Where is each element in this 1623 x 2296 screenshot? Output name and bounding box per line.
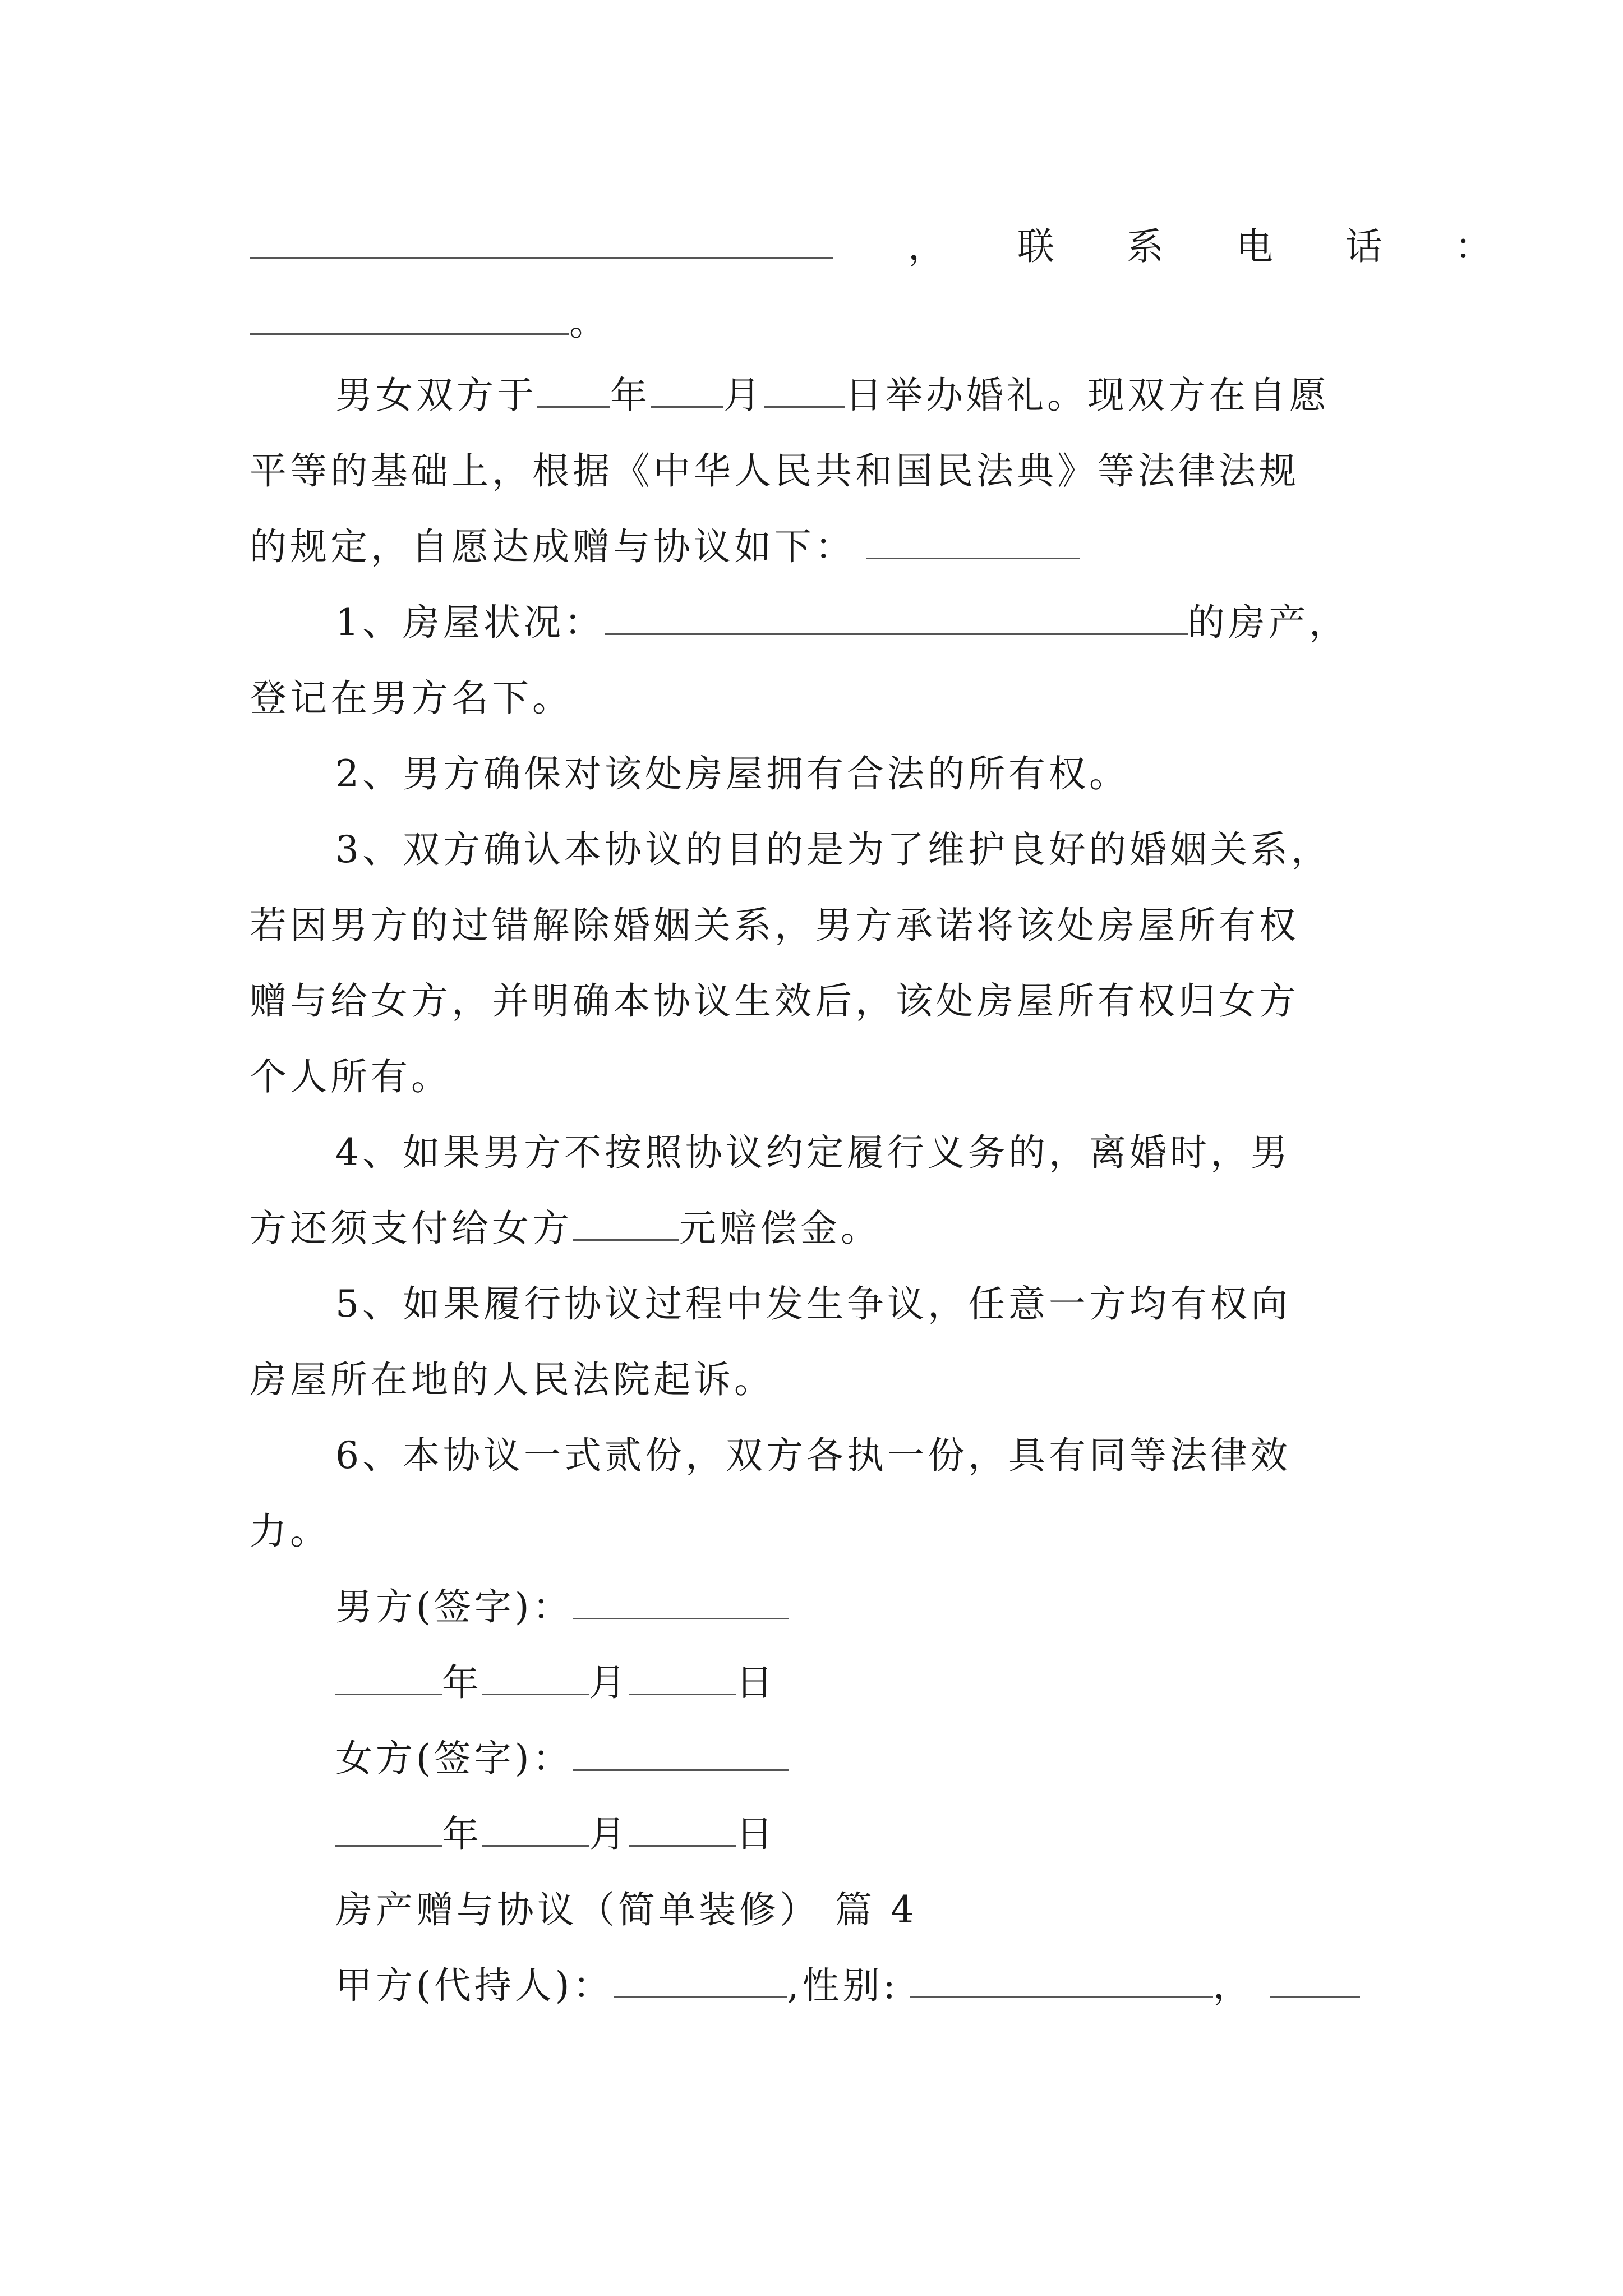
- gender-label: ,性别:: [787, 1964, 899, 2007]
- party-a-comma: ，: [1212, 1964, 1253, 2007]
- female-signature-label: 女方(签字)：: [335, 1737, 573, 1780]
- section-heading: 房产赠与协议（简单装修） 篇 4: [335, 1888, 917, 1931]
- male-signature-label: 男方(签字)：: [335, 1585, 573, 1628]
- clause-1-line: [335, 600, 1349, 645]
- clause-1-tail: 的房产，: [1188, 601, 1349, 644]
- compensation-line: [250, 1206, 881, 1251]
- compensation-blank: [573, 1207, 679, 1241]
- female-signature-line: [335, 1736, 789, 1781]
- female-signature-blank: [573, 1737, 789, 1771]
- male-day-blank: [629, 1661, 736, 1695]
- male-signature-blank: [573, 1585, 789, 1619]
- paragraph-line: 房屋所在地的人民法院起诉。: [250, 1358, 774, 1401]
- paragraph-line: 若因男方的过错解除婚姻关系，男方承诺将该处房屋所有权: [250, 904, 1299, 947]
- clause-1-label: 1、房屋状况：: [335, 601, 605, 644]
- male-day-label: 日: [736, 1661, 776, 1704]
- wedding-year-label: 年: [610, 374, 651, 417]
- wedding-date-line: [335, 373, 1330, 418]
- contact-phone-label: ， 联 系 电 话 ：: [907, 225, 1522, 268]
- female-month-blank: [482, 1812, 589, 1847]
- female-month-label: 月: [589, 1812, 629, 1856]
- clause-6-line: 6、本协议一式贰份，双方各执一份，具有同等法律效: [335, 1434, 1291, 1477]
- female-day-blank: [629, 1812, 736, 1847]
- paragraph-line: 赠与给女方，并明确本协议生效后，该处房屋所有权归女方: [250, 979, 1299, 1023]
- wedding-year-blank: [537, 374, 610, 408]
- agreement-intro-blank: [866, 525, 1080, 559]
- male-date-line: [335, 1660, 776, 1705]
- wedding-month-blank: [651, 374, 723, 408]
- male-signature-line: [335, 1585, 789, 1630]
- clause-4-line: 4、如果男方不按照协议约定履行义务的，离婚时，男: [335, 1131, 1291, 1174]
- male-year-blank: [335, 1661, 442, 1695]
- party-a-name-blank: [614, 1964, 787, 1998]
- paragraph-line: 登记在男方名下。: [250, 677, 573, 720]
- contact-line: [250, 224, 1522, 269]
- party-a-label: 甲方(代持人)：: [335, 1964, 614, 2007]
- property-blank: [605, 601, 1188, 635]
- phone-line: [250, 300, 610, 345]
- wedding-month-label: 月: [723, 374, 764, 417]
- male-month-blank: [482, 1661, 589, 1695]
- gender-blank: [910, 1964, 1213, 1998]
- paragraph-line: 力。: [250, 1510, 330, 1553]
- party-a-extra-blank: [1270, 1964, 1360, 1998]
- clause-3-line: 3、双方确认本协议的目的是为了维护良好的婚姻关系，: [335, 828, 1331, 871]
- male-month-label: 月: [589, 1661, 629, 1704]
- female-day-label: 日: [736, 1812, 776, 1856]
- female-date-line: [335, 1812, 776, 1857]
- agreement-intro-line: [250, 524, 1080, 569]
- compensation-text-1: 方还须支付给女方: [250, 1207, 573, 1250]
- wedding-day-blank: [764, 374, 845, 408]
- paragraph-line: 个人所有。: [250, 1055, 451, 1098]
- phone-line-tail: 。: [569, 301, 610, 344]
- compensation-text-2: 元赔偿金。: [679, 1207, 881, 1250]
- phone-blank: [250, 301, 569, 335]
- wedding-text-1: 男女双方于: [335, 374, 537, 417]
- paragraph-line: 平等的基础上，根据《中华人民共和国民法典》等法律法规: [250, 449, 1299, 493]
- clause-5-line: 5、如果履行协议过程中发生争议，任意一方均有权向: [335, 1282, 1291, 1326]
- agreement-intro-text: 的规定，自愿达成赠与协议如下：: [250, 525, 855, 568]
- female-year-label: 年: [442, 1812, 482, 1856]
- wedding-text-2: 日举办婚礼。现双方在自愿: [845, 374, 1330, 417]
- clause-2-line: 2、男方确保对该处房屋拥有合法的所有权。: [335, 752, 1129, 795]
- male-year-label: 年: [442, 1661, 482, 1704]
- female-year-blank: [335, 1812, 442, 1847]
- party-a-line: [335, 1963, 1360, 2008]
- address-blank: [250, 225, 833, 259]
